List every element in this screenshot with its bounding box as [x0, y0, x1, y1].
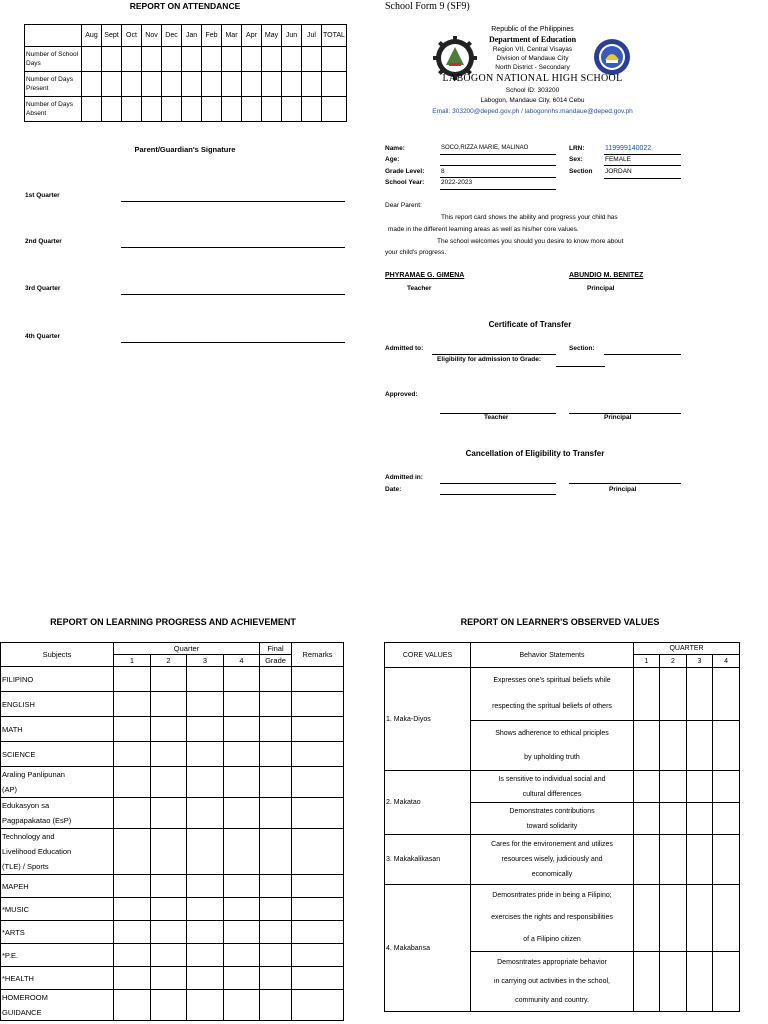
grade-cell[interactable] — [187, 767, 224, 798]
name-label: Name: — [385, 145, 405, 152]
behavior-statement: Demonstrates contributions toward solidarity — [471, 803, 634, 835]
month-jan: Jan — [182, 25, 202, 47]
teacher-title: Teacher — [407, 285, 432, 292]
grade-cell[interactable] — [187, 798, 224, 829]
principal-title: Principal — [587, 285, 615, 292]
q3-header: 3 — [187, 655, 224, 667]
grade-cell[interactable] — [114, 829, 151, 875]
subject-row — [1, 742, 344, 767]
attendance-title: REPORT ON ATTENDANCE — [129, 1, 241, 11]
cancel-principal-label: Principal — [609, 486, 637, 493]
final-grade-cell[interactable] — [260, 742, 292, 767]
grade-cell[interactable] — [151, 692, 187, 717]
month-oct: Oct — [122, 25, 142, 47]
cancellation-title: Cancellation of Eligibility to Transfer — [465, 449, 605, 458]
section-value: JORDAN — [605, 168, 632, 175]
remarks-cell[interactable] — [292, 742, 344, 767]
quarter-4-label: 4th Quarter — [25, 333, 61, 340]
subject-name: *ARTS — [1, 921, 114, 944]
subject-name: MAPEH — [1, 875, 114, 898]
grade-cell[interactable] — [151, 717, 187, 742]
grade-cell[interactable] — [187, 717, 224, 742]
final-grade-cell[interactable] — [260, 921, 292, 944]
subject-name: Edukasyon sa Pagpapakatao (EsP) — [1, 798, 114, 829]
grade-header: Grade — [260, 655, 292, 667]
grade-cell[interactable] — [114, 921, 151, 944]
grade-cell[interactable] — [151, 875, 187, 898]
month-dec: Dec — [162, 25, 182, 47]
remarks-cell[interactable] — [292, 921, 344, 944]
admitted-to-label: Admitted to: — [385, 345, 424, 352]
dear-parent: Dear Parent: — [385, 202, 422, 209]
behavior-statement: Cares for the environement and utilizes resources wisely, judiciously and economically — [471, 835, 634, 885]
final-grade-cell[interactable] — [260, 944, 292, 967]
subject-row — [1, 921, 344, 944]
grade-cell[interactable] — [151, 898, 187, 921]
values-title: REPORT ON LEARNER'S OBSERVED VALUES — [460, 617, 660, 627]
transfer-title: Certificate of Transfer — [488, 320, 572, 329]
age-label: Age: — [385, 156, 400, 163]
subject-name: ENGLISH — [1, 692, 114, 717]
republic-line: Republic of the Philippines — [491, 26, 574, 33]
grade-cell[interactable] — [151, 767, 187, 798]
district-line: North District - Secondary — [495, 64, 570, 71]
behavior-statement: Is sensitive to individual social and cultural differences — [471, 771, 634, 803]
cancel-principal-line[interactable] — [569, 483, 681, 484]
vq2-header: 2 — [660, 655, 687, 668]
grade-cell[interactable] — [224, 875, 260, 898]
remarks-cell[interactable] — [292, 829, 344, 875]
lrn-label: LRN: — [569, 145, 585, 152]
grade-cell[interactable] — [114, 990, 151, 1021]
subject-row — [1, 898, 344, 921]
grade-cell[interactable] — [114, 967, 151, 990]
section-to-label: Section: — [569, 345, 595, 352]
school-email: Email: 303200@deped.gov.ph / labogonnhs.mandaue@deped.gov.ph — [432, 108, 633, 115]
admitted-in-label: Admitted in: — [385, 474, 423, 481]
final-grade-cell[interactable] — [260, 798, 292, 829]
remarks-cell[interactable] — [292, 717, 344, 742]
grade-cell[interactable] — [151, 944, 187, 967]
grade-cell[interactable] — [114, 692, 151, 717]
eligibility-line[interactable] — [556, 366, 605, 367]
grade-cell[interactable] — [151, 921, 187, 944]
signature-title: Parent/Guardian's Signature — [134, 145, 236, 154]
subject-name: SCIENCE — [1, 742, 114, 767]
grade-cell[interactable] — [114, 875, 151, 898]
grade-cell[interactable] — [187, 967, 224, 990]
letter-line-1: This report card shows the ability and progress your child has — [441, 214, 618, 221]
final-grade-cell[interactable] — [260, 717, 292, 742]
grade-cell[interactable] — [187, 875, 224, 898]
grade-level-value: 8 — [441, 168, 445, 175]
remarks-cell[interactable] — [292, 898, 344, 921]
school-address: Labogon, Mandaue City, 6014 Cebu — [480, 97, 585, 104]
subject-name: MATH — [1, 717, 114, 742]
subject-row — [1, 667, 344, 692]
quarter-4-signature-line[interactable] — [121, 342, 345, 343]
grade-cell[interactable] — [151, 829, 187, 875]
approved-principal-label: Principal — [604, 414, 632, 421]
grade-cell[interactable] — [224, 767, 260, 798]
quarter-2-label: 2nd Quarter — [25, 238, 62, 245]
row-label-days-present: Number of Days Present — [25, 72, 82, 97]
remarks-cell[interactable] — [292, 944, 344, 967]
approved-teacher-label: Teacher — [484, 414, 509, 421]
admitted-in-line[interactable] — [440, 483, 556, 484]
remarks-cell[interactable] — [292, 692, 344, 717]
quarter-1-label: 1st Quarter — [25, 192, 60, 199]
subject-row — [1, 875, 344, 898]
final-grade-cell[interactable] — [260, 967, 292, 990]
letter-line-3: The school welcomes you should you desire to know more about — [437, 238, 624, 245]
grade-cell[interactable] — [224, 990, 260, 1021]
form-title: School Form 9 (SF9) — [385, 1, 470, 12]
school-year-value: 2022-2023 — [441, 179, 473, 186]
grade-cell[interactable] — [187, 921, 224, 944]
month-mar: Mar — [222, 25, 242, 47]
core-value-maka-diyos: 1. Maka-Diyos — [385, 668, 471, 771]
approved-label: Approved: — [385, 391, 418, 398]
grade-cell[interactable] — [187, 829, 224, 875]
month-total: TOTAL — [322, 25, 347, 47]
month-nov: Nov — [142, 25, 162, 47]
subject-name: *HEALTH — [1, 967, 114, 990]
subject-row — [1, 944, 344, 967]
region-line: Region VII, Central Visayas — [492, 46, 573, 53]
behavior-statement: Expresses one's spiritual beliefs while respecting the spritual beliefs of others — [471, 668, 634, 721]
behavior-statement: Demosntrates pride in being a Filipino; exercises the rights and responsibilities of a Filipino citizen — [471, 885, 634, 952]
subject-name: HOMEROOM GUIDANCE — [1, 990, 114, 1021]
grade-cell[interactable] — [224, 717, 260, 742]
department-line: Department of Education — [488, 35, 577, 44]
grade-cell[interactable] — [187, 898, 224, 921]
progress-table — [0, 642, 344, 1021]
month-may: May — [262, 25, 282, 47]
final-grade-cell[interactable] — [260, 990, 292, 1021]
core-value-makakalikasan: 3. Makakalikasan — [385, 835, 471, 885]
section-label: Section — [569, 168, 593, 175]
subject-row — [1, 767, 344, 798]
grade-cell[interactable] — [224, 944, 260, 967]
grade-cell[interactable] — [224, 667, 260, 692]
core-value-makatao: 2. Makatao — [385, 771, 471, 835]
subject-row — [1, 798, 344, 829]
vq3-header: 3 — [687, 655, 713, 668]
quarter-1-signature-line[interactable] — [121, 201, 345, 202]
letter-line-4: your child's progress. — [385, 249, 447, 256]
remarks-cell[interactable] — [292, 667, 344, 692]
eligibility-label: Eligibility for admission to Grade: — [437, 356, 542, 363]
grade-cell[interactable] — [187, 990, 224, 1021]
month-jun: Jun — [282, 25, 302, 47]
school-id: School ID: 303200 — [505, 87, 560, 94]
grade-cell[interactable] — [114, 667, 151, 692]
final-grade-cell[interactable] — [260, 767, 292, 798]
subject-row — [1, 967, 344, 990]
grade-cell[interactable] — [151, 667, 187, 692]
subject-name: *MUSIC — [1, 898, 114, 921]
grade-cell[interactable] — [114, 717, 151, 742]
division-line: Division of Mandaue City — [496, 55, 569, 62]
school-year-label: School Year: — [385, 179, 425, 186]
values-quarter-header: QUARTER — [634, 643, 740, 655]
date-label: Date: — [385, 486, 402, 493]
vq4-header: 4 — [713, 655, 740, 668]
teacher-name: PHYRAMAE G. GIMENA — [385, 272, 465, 279]
row-label-school-days: Number of School Days — [25, 47, 82, 72]
header-block — [395, 25, 670, 117]
quarter-header: Quarter — [114, 643, 260, 655]
grade-cell[interactable] — [151, 967, 187, 990]
admitted-to-line[interactable] — [432, 354, 556, 355]
attendance-table — [24, 24, 347, 122]
grade-cell[interactable] — [187, 742, 224, 767]
grade-cell[interactable] — [187, 944, 224, 967]
remarks-header: Remarks — [292, 643, 344, 667]
q1-header: 1 — [114, 655, 151, 667]
subject-row — [1, 717, 344, 742]
grade-cell[interactable] — [224, 967, 260, 990]
core-values-header: CORE VALUES — [385, 643, 471, 668]
grade-cell[interactable] — [224, 798, 260, 829]
section-to-line[interactable] — [604, 354, 681, 355]
sex-label: Sex: — [569, 156, 583, 163]
grade-cell[interactable] — [114, 798, 151, 829]
grade-cell[interactable] — [114, 742, 151, 767]
grade-cell[interactable] — [224, 829, 260, 875]
progress-title: REPORT ON LEARNING PROGRESS AND ACHIEVEMENT — [50, 617, 296, 627]
q4-header: 4 — [224, 655, 260, 667]
remarks-cell[interactable] — [292, 798, 344, 829]
letter-line-2: made in the different learning areas as well as his/her core values. — [388, 226, 579, 233]
grade-cell[interactable] — [187, 692, 224, 717]
subject-row — [1, 829, 344, 875]
grade-cell[interactable] — [187, 667, 224, 692]
month-apr: Apr — [242, 25, 262, 47]
quarter-3-label: 3rd Quarter — [25, 285, 61, 292]
q2-header: 2 — [151, 655, 187, 667]
month-sept: Sept — [102, 25, 122, 47]
values-table — [384, 642, 740, 1012]
grade-cell[interactable] — [224, 898, 260, 921]
behavior-statement: Demosntrates appropriate behavior in carrying out activities in the school, community and country. — [471, 952, 634, 1012]
remarks-cell[interactable] — [292, 990, 344, 1021]
grade-cell[interactable] — [224, 921, 260, 944]
subject-name: Araling Panlipunan (AP) — [1, 767, 114, 798]
lrn-value: 119999140022 — [605, 145, 652, 152]
quarter-2-signature-line[interactable] — [121, 247, 345, 248]
school-name: LABOGON NATIONAL HIGH SCHOOL — [442, 73, 623, 84]
principal-name: ABUNDIO M. BENITEZ — [569, 272, 644, 279]
grade-cell[interactable] — [224, 692, 260, 717]
remarks-cell[interactable] — [292, 967, 344, 990]
grade-cell[interactable] — [151, 990, 187, 1021]
quarter-3-signature-line[interactable] — [121, 294, 345, 295]
grade-level-label: Grade Level: — [385, 168, 425, 175]
month-aug: Aug — [82, 25, 102, 47]
sex-value: FEMALE — [605, 156, 632, 163]
final-grade-cell[interactable] — [260, 692, 292, 717]
behavior-header: Behavior Statements — [471, 643, 634, 668]
subject-row — [1, 692, 344, 717]
subject-name: *P.E. — [1, 944, 114, 967]
grade-cell[interactable] — [114, 898, 151, 921]
subjects-header: Subjects — [1, 643, 114, 667]
final-header: Final — [260, 643, 292, 655]
grade-cell[interactable] — [114, 767, 151, 798]
grade-cell[interactable] — [224, 742, 260, 767]
final-grade-cell[interactable] — [260, 829, 292, 875]
name-value: SOCO,RIZZA MARIE, MALINAO — [441, 145, 529, 151]
remarks-cell[interactable] — [292, 875, 344, 898]
behavior-statement: Shows adherence to ethical priciples by upholding truth — [471, 721, 634, 771]
core-value-makabansa: 4. Makabansa — [385, 885, 471, 1012]
grade-cell[interactable] — [114, 944, 151, 967]
grade-cell[interactable] — [151, 742, 187, 767]
remarks-cell[interactable] — [292, 767, 344, 798]
subject-name: Technology and Livelihood Education (TLE) / Sports — [1, 829, 114, 875]
final-grade-cell[interactable] — [260, 667, 292, 692]
month-feb: Feb — [202, 25, 222, 47]
final-grade-cell[interactable] — [260, 875, 292, 898]
vq1-header: 1 — [634, 655, 660, 668]
month-jul: Jul — [302, 25, 322, 47]
subject-name: FILIPINO — [1, 667, 114, 692]
subject-row — [1, 990, 344, 1021]
grade-cell[interactable] — [151, 798, 187, 829]
final-grade-cell[interactable] — [260, 898, 292, 921]
row-label-days-absent: Number of Days Absent — [25, 97, 82, 122]
date-line[interactable] — [440, 494, 556, 495]
